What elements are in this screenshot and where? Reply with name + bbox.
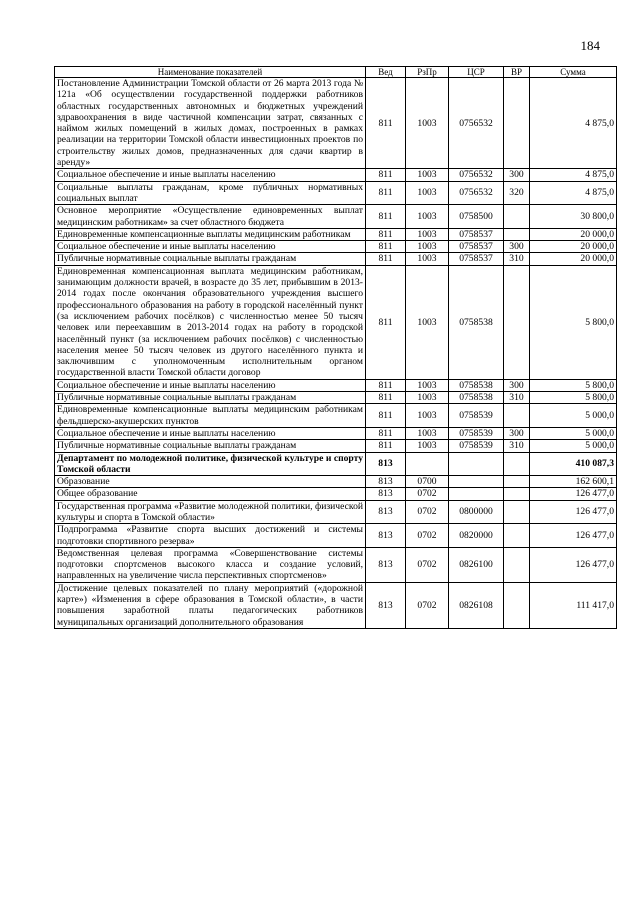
cell-rzpr xyxy=(406,452,449,476)
cell-name: Образование xyxy=(55,476,366,488)
cell-vr: 310 xyxy=(504,440,530,452)
table-row xyxy=(55,205,617,229)
cell-sum: 20 000,0 xyxy=(530,241,617,253)
cell-rzpr: 0702 xyxy=(406,582,449,628)
cell-sum: 5 800,0 xyxy=(530,265,617,379)
table-row xyxy=(55,181,617,205)
cell-name: Достижение целевых показателей по плану мероприятий («дорожной карте») «Изменения в сфере образования в Томской области», в части повышения заработной платы педагогических работников муниципальных организаций дополнительного образования xyxy=(55,582,366,628)
cell-ved: 811 xyxy=(366,181,406,205)
cell-csr: 0758539 xyxy=(449,404,504,428)
table-row xyxy=(55,265,617,379)
cell-sum: 410 087,3 xyxy=(530,452,617,476)
cell-name: Публичные нормативные социальные выплаты гражданам xyxy=(55,392,366,404)
header-ved: Вед xyxy=(366,67,406,78)
table-row xyxy=(55,582,617,628)
cell-ved: 813 xyxy=(366,524,406,548)
cell-rzpr: 1003 xyxy=(406,228,449,240)
table-row xyxy=(55,524,617,548)
cell-ved: 813 xyxy=(366,488,406,500)
cell-ved: 811 xyxy=(366,379,406,391)
table-body xyxy=(55,78,617,629)
table-row xyxy=(55,404,617,428)
cell-ved: 813 xyxy=(366,582,406,628)
cell-csr: 0826100 xyxy=(449,547,504,582)
cell-sum: 162 600,1 xyxy=(530,476,617,488)
cell-rzpr: 0702 xyxy=(406,500,449,524)
table-row xyxy=(55,488,617,500)
cell-sum: 126 477,0 xyxy=(530,488,617,500)
cell-rzpr: 0702 xyxy=(406,547,449,582)
cell-name: Департамент по молодежной политике, физической культуре и спорту Томской области xyxy=(55,452,366,476)
cell-sum: 20 000,0 xyxy=(530,253,617,265)
cell-name: Общее образование xyxy=(55,488,366,500)
table-row xyxy=(55,476,617,488)
cell-csr: 0820000 xyxy=(449,524,504,548)
cell-name: Государственная программа «Развитие молодежной политики, физической культуры и спорта в Томской области» xyxy=(55,500,366,524)
header-sum: Сумма xyxy=(530,67,617,78)
cell-vr xyxy=(504,500,530,524)
cell-name: Ведомственная целевая программа «Совершенствование системы подготовки спортсменов высокого класса и создание условий, направленных на увеличение числа перспективных спортсменов» xyxy=(55,547,366,582)
cell-ved: 811 xyxy=(366,241,406,253)
cell-vr xyxy=(504,582,530,628)
table-row xyxy=(55,500,617,524)
cell-csr: 0756532 xyxy=(449,78,504,169)
cell-rzpr: 1003 xyxy=(406,169,449,181)
cell-ved: 813 xyxy=(366,547,406,582)
cell-rzpr: 1003 xyxy=(406,181,449,205)
header-rzpr: РзПр xyxy=(406,67,449,78)
table-row xyxy=(55,452,617,476)
cell-ved: 813 xyxy=(366,500,406,524)
table-row xyxy=(55,379,617,391)
cell-rzpr: 1003 xyxy=(406,265,449,379)
cell-sum: 126 477,0 xyxy=(530,500,617,524)
table-row xyxy=(55,440,617,452)
cell-csr: 0758537 xyxy=(449,253,504,265)
cell-name: Единовременная компенсационная выплата медицинским работникам, занимающим должности врачей, в возрасте до 35 лет, прибывшим в 2013-2014 годах после окончания образовательного учреждения высшего профессионального образования на работу в городской населённый пункт (за исключением рабочих посёлков) с численностью менее 50 тысяч человек или переехавшим в 2013-2014 годах на работу в городской населённый пункт (за исключением рабочих посёлков) с численностью населения менее 50 тысяч человек из другого населённого пункта и заключившим с уполномоченным исполнительным органом государственной власти Томской области договор xyxy=(55,265,366,379)
cell-rzpr: 0702 xyxy=(406,524,449,548)
cell-vr: 300 xyxy=(504,379,530,391)
cell-rzpr: 1003 xyxy=(406,440,449,452)
cell-rzpr: 0700 xyxy=(406,476,449,488)
cell-name: Подпрограмма «Развитие спорта высших достижений и системы подготовки спортивного резерва» xyxy=(55,524,366,548)
cell-vr xyxy=(504,524,530,548)
cell-vr: 310 xyxy=(504,392,530,404)
cell-rzpr: 1003 xyxy=(406,427,449,439)
header-csr: ЦСР xyxy=(449,67,504,78)
budget-table xyxy=(54,66,617,629)
cell-ved: 813 xyxy=(366,476,406,488)
cell-csr: 0758539 xyxy=(449,427,504,439)
cell-csr: 0756532 xyxy=(449,169,504,181)
cell-vr xyxy=(504,228,530,240)
cell-vr xyxy=(504,488,530,500)
cell-name: Основное мероприятие «Осуществление единовременных выплат медицинским работникам» за счет областного бюджета xyxy=(55,205,366,229)
page-number: 184 xyxy=(580,38,600,53)
cell-rzpr: 1003 xyxy=(406,253,449,265)
cell-name: Постановление Администрации Томской области от 26 марта 2013 года № 121а «Об осуществлении государственной поддержки работников областных государственных автономных и бюджетных учреждений здравоохранения в виде частичной компенсации затрат, связанных с наймом жилых помещений в жилых домах, построенных в рамках реализации на территории Томской области инвестиционных проектов по строительству жилых домов, предназначенных для сдачи квартир в аренду» xyxy=(55,78,366,169)
cell-csr: 0758500 xyxy=(449,205,504,229)
cell-csr: 0758537 xyxy=(449,228,504,240)
cell-sum: 126 477,0 xyxy=(530,547,617,582)
cell-name: Единовременные компенсационные выплаты медицинским работникам xyxy=(55,228,366,240)
cell-ved: 813 xyxy=(366,452,406,476)
cell-csr: 0758538 xyxy=(449,379,504,391)
cell-sum: 4 875,0 xyxy=(530,181,617,205)
cell-vr xyxy=(504,547,530,582)
cell-rzpr: 1003 xyxy=(406,241,449,253)
cell-csr: 0756532 xyxy=(449,181,504,205)
cell-sum: 126 477,0 xyxy=(530,524,617,548)
cell-ved: 811 xyxy=(366,392,406,404)
cell-vr: 320 xyxy=(504,181,530,205)
table-row xyxy=(55,427,617,439)
cell-csr: 0826108 xyxy=(449,582,504,628)
cell-csr: 0758538 xyxy=(449,392,504,404)
cell-name: Социальное обеспечение и иные выплаты населению xyxy=(55,169,366,181)
cell-name: Единовременные компенсационные выплаты медицинским работникам фельдшерско-акушерских пунктов xyxy=(55,404,366,428)
cell-sum: 5 000,0 xyxy=(530,427,617,439)
cell-ved: 811 xyxy=(366,253,406,265)
cell-rzpr: 1003 xyxy=(406,404,449,428)
cell-sum: 111 417,0 xyxy=(530,582,617,628)
cell-rzpr: 0702 xyxy=(406,488,449,500)
cell-vr xyxy=(504,78,530,169)
cell-vr xyxy=(504,476,530,488)
cell-csr: 0758537 xyxy=(449,241,504,253)
cell-sum: 20 000,0 xyxy=(530,228,617,240)
cell-ved: 811 xyxy=(366,265,406,379)
table-row xyxy=(55,78,617,169)
cell-ved: 811 xyxy=(366,440,406,452)
cell-sum: 30 800,0 xyxy=(530,205,617,229)
header-name: Наименование показателей xyxy=(55,67,366,78)
cell-vr: 310 xyxy=(504,253,530,265)
header-vr: ВР xyxy=(504,67,530,78)
cell-csr xyxy=(449,452,504,476)
cell-rzpr: 1003 xyxy=(406,78,449,169)
cell-ved: 811 xyxy=(366,205,406,229)
cell-vr xyxy=(504,265,530,379)
cell-ved: 811 xyxy=(366,228,406,240)
cell-name: Социальные выплаты гражданам, кроме публичных нормативных социальных выплат xyxy=(55,181,366,205)
cell-csr xyxy=(449,488,504,500)
cell-name: Социальное обеспечение и иные выплаты населению xyxy=(55,427,366,439)
cell-vr: 300 xyxy=(504,427,530,439)
cell-rzpr: 1003 xyxy=(406,379,449,391)
cell-sum: 5 000,0 xyxy=(530,440,617,452)
cell-sum: 5 800,0 xyxy=(530,379,617,391)
cell-sum: 4 875,0 xyxy=(530,169,617,181)
cell-ved: 811 xyxy=(366,78,406,169)
cell-sum: 5 800,0 xyxy=(530,392,617,404)
cell-ved: 811 xyxy=(366,404,406,428)
table-row xyxy=(55,169,617,181)
cell-csr xyxy=(449,476,504,488)
table-row xyxy=(55,241,617,253)
cell-name: Социальное обеспечение и иные выплаты населению xyxy=(55,241,366,253)
cell-csr: 0758538 xyxy=(449,265,504,379)
cell-rzpr: 1003 xyxy=(406,392,449,404)
cell-csr: 0800000 xyxy=(449,500,504,524)
table-row xyxy=(55,392,617,404)
table-row xyxy=(55,253,617,265)
cell-vr xyxy=(504,452,530,476)
cell-ved: 811 xyxy=(366,169,406,181)
cell-name: Публичные нормативные социальные выплаты гражданам xyxy=(55,253,366,265)
cell-ved: 811 xyxy=(366,427,406,439)
cell-name: Социальное обеспечение и иные выплаты населению xyxy=(55,379,366,391)
cell-sum: 4 875,0 xyxy=(530,78,617,169)
cell-vr: 300 xyxy=(504,169,530,181)
cell-vr: 300 xyxy=(504,241,530,253)
cell-name: Публичные нормативные социальные выплаты гражданам xyxy=(55,440,366,452)
cell-sum: 5 000,0 xyxy=(530,404,617,428)
cell-csr: 0758539 xyxy=(449,440,504,452)
table-row xyxy=(55,547,617,582)
cell-rzpr: 1003 xyxy=(406,205,449,229)
cell-vr xyxy=(504,404,530,428)
table-header-row xyxy=(55,67,617,78)
cell-vr xyxy=(504,205,530,229)
table-row xyxy=(55,228,617,240)
